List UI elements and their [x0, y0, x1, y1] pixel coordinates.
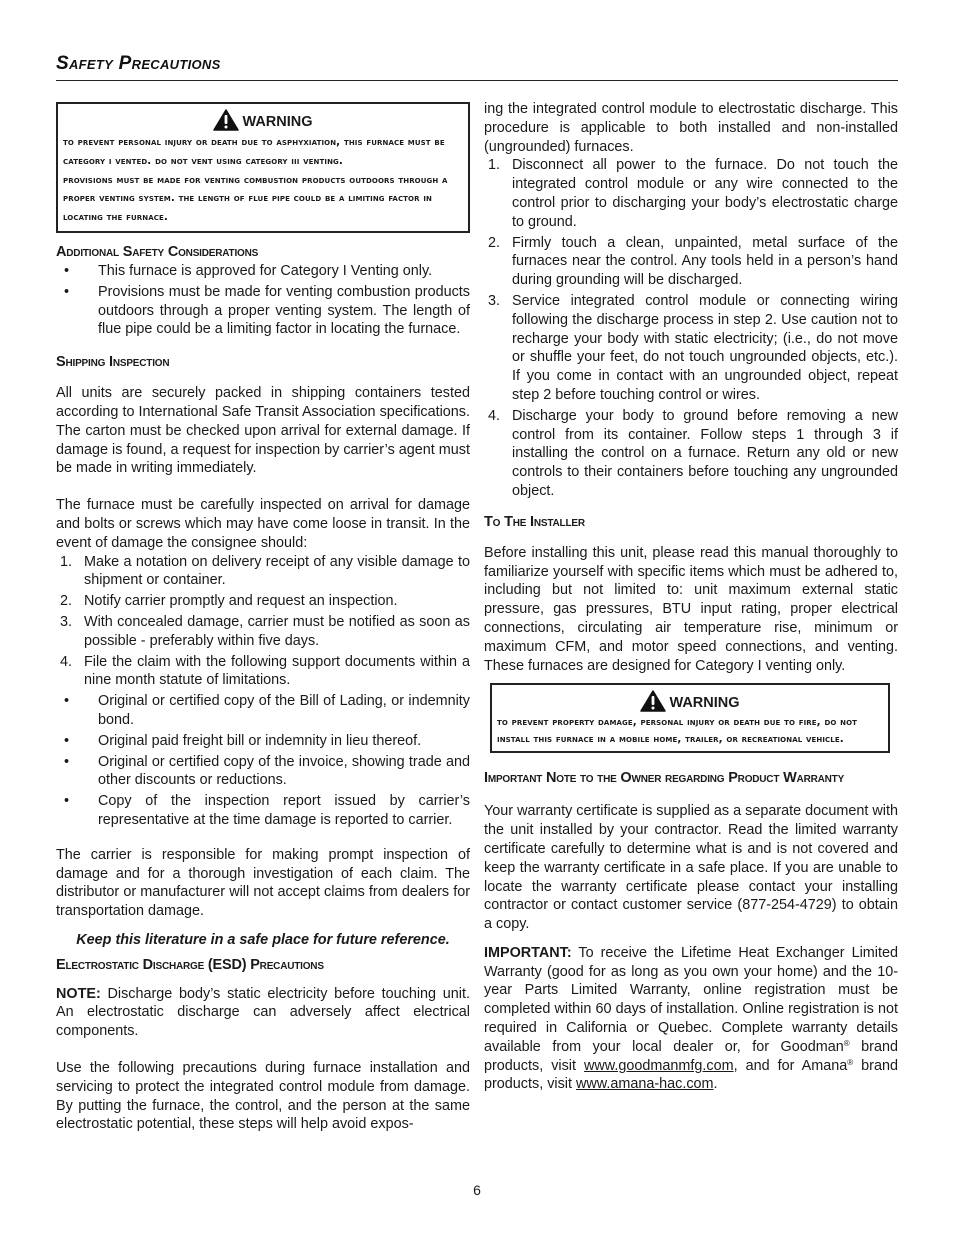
note-label: NOTE:: [56, 985, 101, 1002]
list-item: [484, 407, 898, 501]
warning-header: [497, 690, 883, 714]
section-heading-additional-safety: Additional Safety Considerations: [56, 243, 259, 260]
step-text: With concealed damage, carrier must be notified as soon as possible - preferably within five days.: [84, 613, 470, 649]
step-text: Discharge your body to ground before removing a new control from its container. Follow steps 1 through 3 if installing the control on a furnace. Return any old or new controls to their containers before touching any ungrounded object.: [512, 407, 898, 499]
important-paragraph: [484, 944, 898, 1094]
list-item: • Original paid freight bill or indemnity in lieu thereof.: [56, 732, 470, 751]
page-title: Safety Precautions: [56, 53, 221, 74]
list-item: [484, 234, 898, 290]
right-column: [484, 100, 898, 1094]
warning-triangle-icon: [640, 690, 666, 712]
shipping-paragraph: The furnace must be carefully inspected on arrival for damage and bolts or screws which may have come loose in transit. In the event of damage the consignee should:: [56, 497, 470, 551]
important-text: brand products, visit: [484, 1057, 898, 1093]
warning-header: [63, 109, 463, 133]
support-documents-list: [56, 692, 470, 830]
important-label: IMPORTANT:: [484, 944, 572, 961]
note-text: Discharge body’s static electricity before touching unit. An electrostatic discharge can adversely affect electrical components.: [56, 985, 470, 1040]
esd-steps-list: [484, 156, 898, 500]
warning-box-asphyxiation: [56, 102, 470, 233]
step-number: 1.: [488, 157, 501, 174]
step-text: Service integrated control module or connecting wiring following the discharge process in step 2. Use caution not to recharge your body with static electricity; (i.e., do not move or shuffle your feet, do not touch ungrounded objects, etc.). If you come in contact with an ungrounded object, repeat step 2 before touching control or wires.: [512, 292, 898, 403]
warning-triangle-icon: [213, 109, 239, 131]
step-number: 3.: [60, 613, 73, 630]
warning-text: to prevent personal injury or death due to asphyxiation, this furnace must be category i vented. do not vent using category iii venting.: [63, 136, 445, 167]
step-number: 4.: [60, 653, 73, 670]
warning-text: to prevent property damage, personal injury or death due to fire, do not install this furnace in a mobile home, trailer, or recreational vehicle.: [497, 716, 858, 745]
warning-text: provisions must be made for venting combustion products outdoors through a proper venting system. the length of flue pipe could be a limiting factor in locating the furnace.: [63, 173, 448, 224]
warranty-paragraph: Your warranty certificate is supplied as a separate document with the unit installed by your contractor. Read the limited warranty certificate carefully to determine what is and is not covered and keep the warranty certificate in a safe place. If you are unable to locate the warranty certificate please contact your installing contractor or contact customer service (877-254-4729) to obtain a copy.: [484, 803, 898, 933]
step-number: 2.: [60, 593, 73, 610]
keep-literature-note: Keep this literature in a safe place for future reference.: [76, 931, 450, 948]
goodman-website-link[interactable]: www.goodmanmfg.com: [584, 1057, 734, 1074]
step-text: File the claim with the following support documents within a nine month statute of limitations.: [84, 653, 470, 689]
list-item: [56, 613, 470, 651]
important-text: brand products, visit: [484, 1038, 898, 1074]
esd-paragraph-continued: ing the integrated control module to electrostatic discharge. This procedure is applicable to both installed and non-installed (ungrounded) furnaces.: [484, 101, 898, 155]
warning-label: WARNING: [669, 695, 740, 712]
warning-box-mobile-home: [490, 683, 890, 753]
list-item: • This furnace is approved for Category I Venting only.: [56, 262, 470, 281]
list-item: [56, 553, 470, 591]
section-heading-warranty: Important Note to the Owner regarding Product Warranty: [484, 770, 845, 787]
section-heading-installer: To The Installer: [484, 513, 585, 530]
step-text: Disconnect all power to the furnace. Do not touch the integrated control module or any wire connected to the control prior to discharging your body’s electrostatic charge to ground.: [512, 157, 898, 230]
list-item: • Original or certified copy of the invoice, showing trade and other discounts or reductions.: [56, 753, 470, 791]
warning-label: WARNING: [242, 114, 313, 130]
section-heading-shipping-inspection: Shipping Inspection: [56, 354, 170, 371]
step-text: Firmly touch a clean, unpainted, metal surface of the furnaces near the control. Any tools held in a person’s hand during grounding will be discharged.: [512, 234, 898, 289]
step-text: Notify carrier promptly and request an inspection.: [84, 593, 398, 610]
left-column: [56, 100, 470, 1134]
registered-mark: ®: [843, 1038, 850, 1048]
list-item: • Original or certified copy of the Bill of Lading, or indemnity bond.: [56, 692, 470, 730]
list-item: [56, 653, 470, 691]
list-item: [56, 592, 470, 611]
important-text: , and for Amana: [733, 1057, 848, 1074]
section-heading-esd: Electrostatic Discharge (ESD) Precautions: [56, 956, 324, 973]
step-number: 3.: [488, 292, 501, 309]
page-number: 6: [473, 1182, 481, 1198]
step-number: 2.: [488, 234, 501, 251]
esd-note: [56, 985, 470, 1041]
registered-mark: ®: [847, 1057, 854, 1067]
important-text: .: [713, 1076, 718, 1093]
carrier-paragraph: The carrier is responsible for making prompt inspection of damage and for a thorough investigation of each claim. The distributor or manufacturer will not accept claims from dealers for transportation damage.: [56, 846, 470, 920]
amana-website-link[interactable]: www.amana-hac.com: [575, 1076, 714, 1093]
shipping-paragraph: All units are securely packed in shipping containers tested according to International Safe Transit Association specifications. The carton must be checked upon arrival for external damage. If damage is found, a request for inspection by carrier’s agent must be made in writing immediately.: [56, 385, 470, 477]
installer-paragraph: Before installing this unit, please read this manual thoroughly to familiarize yourself with specific items which must be adhered to, including but not limited to: unit maximum external static pressure, gas pressures, BTU input rating, proper electrical connections, circulating air temperature rise, minimum or maximum CFM, and motor speed connections, and venting. These furnaces are designed for Category I venting only.: [484, 544, 898, 674]
title-divider: [56, 80, 898, 81]
list-item: • Copy of the inspection report issued by carrier’s representative at the time damage is reported to carrier.: [56, 792, 470, 830]
step-text: Make a notation on delivery receipt of any visible damage to shipment or container.: [84, 553, 470, 589]
esd-paragraph: Use the following precautions during furnace installation and servicing to protect the integrated control module from damage. By putting the furnace, the control, and the person at the same electrostatic potential, these steps will help avoid expos-: [56, 1060, 470, 1133]
list-item: • Provisions must be made for venting combustion products outdoors through a proper venting system. The length of flue pipe could be a limiting factor in locating the furnace.: [56, 283, 470, 339]
step-number: 4.: [488, 407, 501, 424]
important-text: To receive the Lifetime Heat Exchanger Limited Warranty (good for as long as you own your home) and the 10-year Parts Limited Warranty, online registration must be completed within 60 days of installation. Online registration is not required in California or Quebec. Complete warranty details available from your local dealer or, for Goodman: [484, 944, 898, 1055]
additional-safety-list: [56, 262, 470, 339]
list-item: [484, 292, 898, 405]
list-item: [484, 156, 898, 231]
consignee-steps-list: [56, 553, 470, 691]
step-number: 1.: [60, 553, 73, 570]
